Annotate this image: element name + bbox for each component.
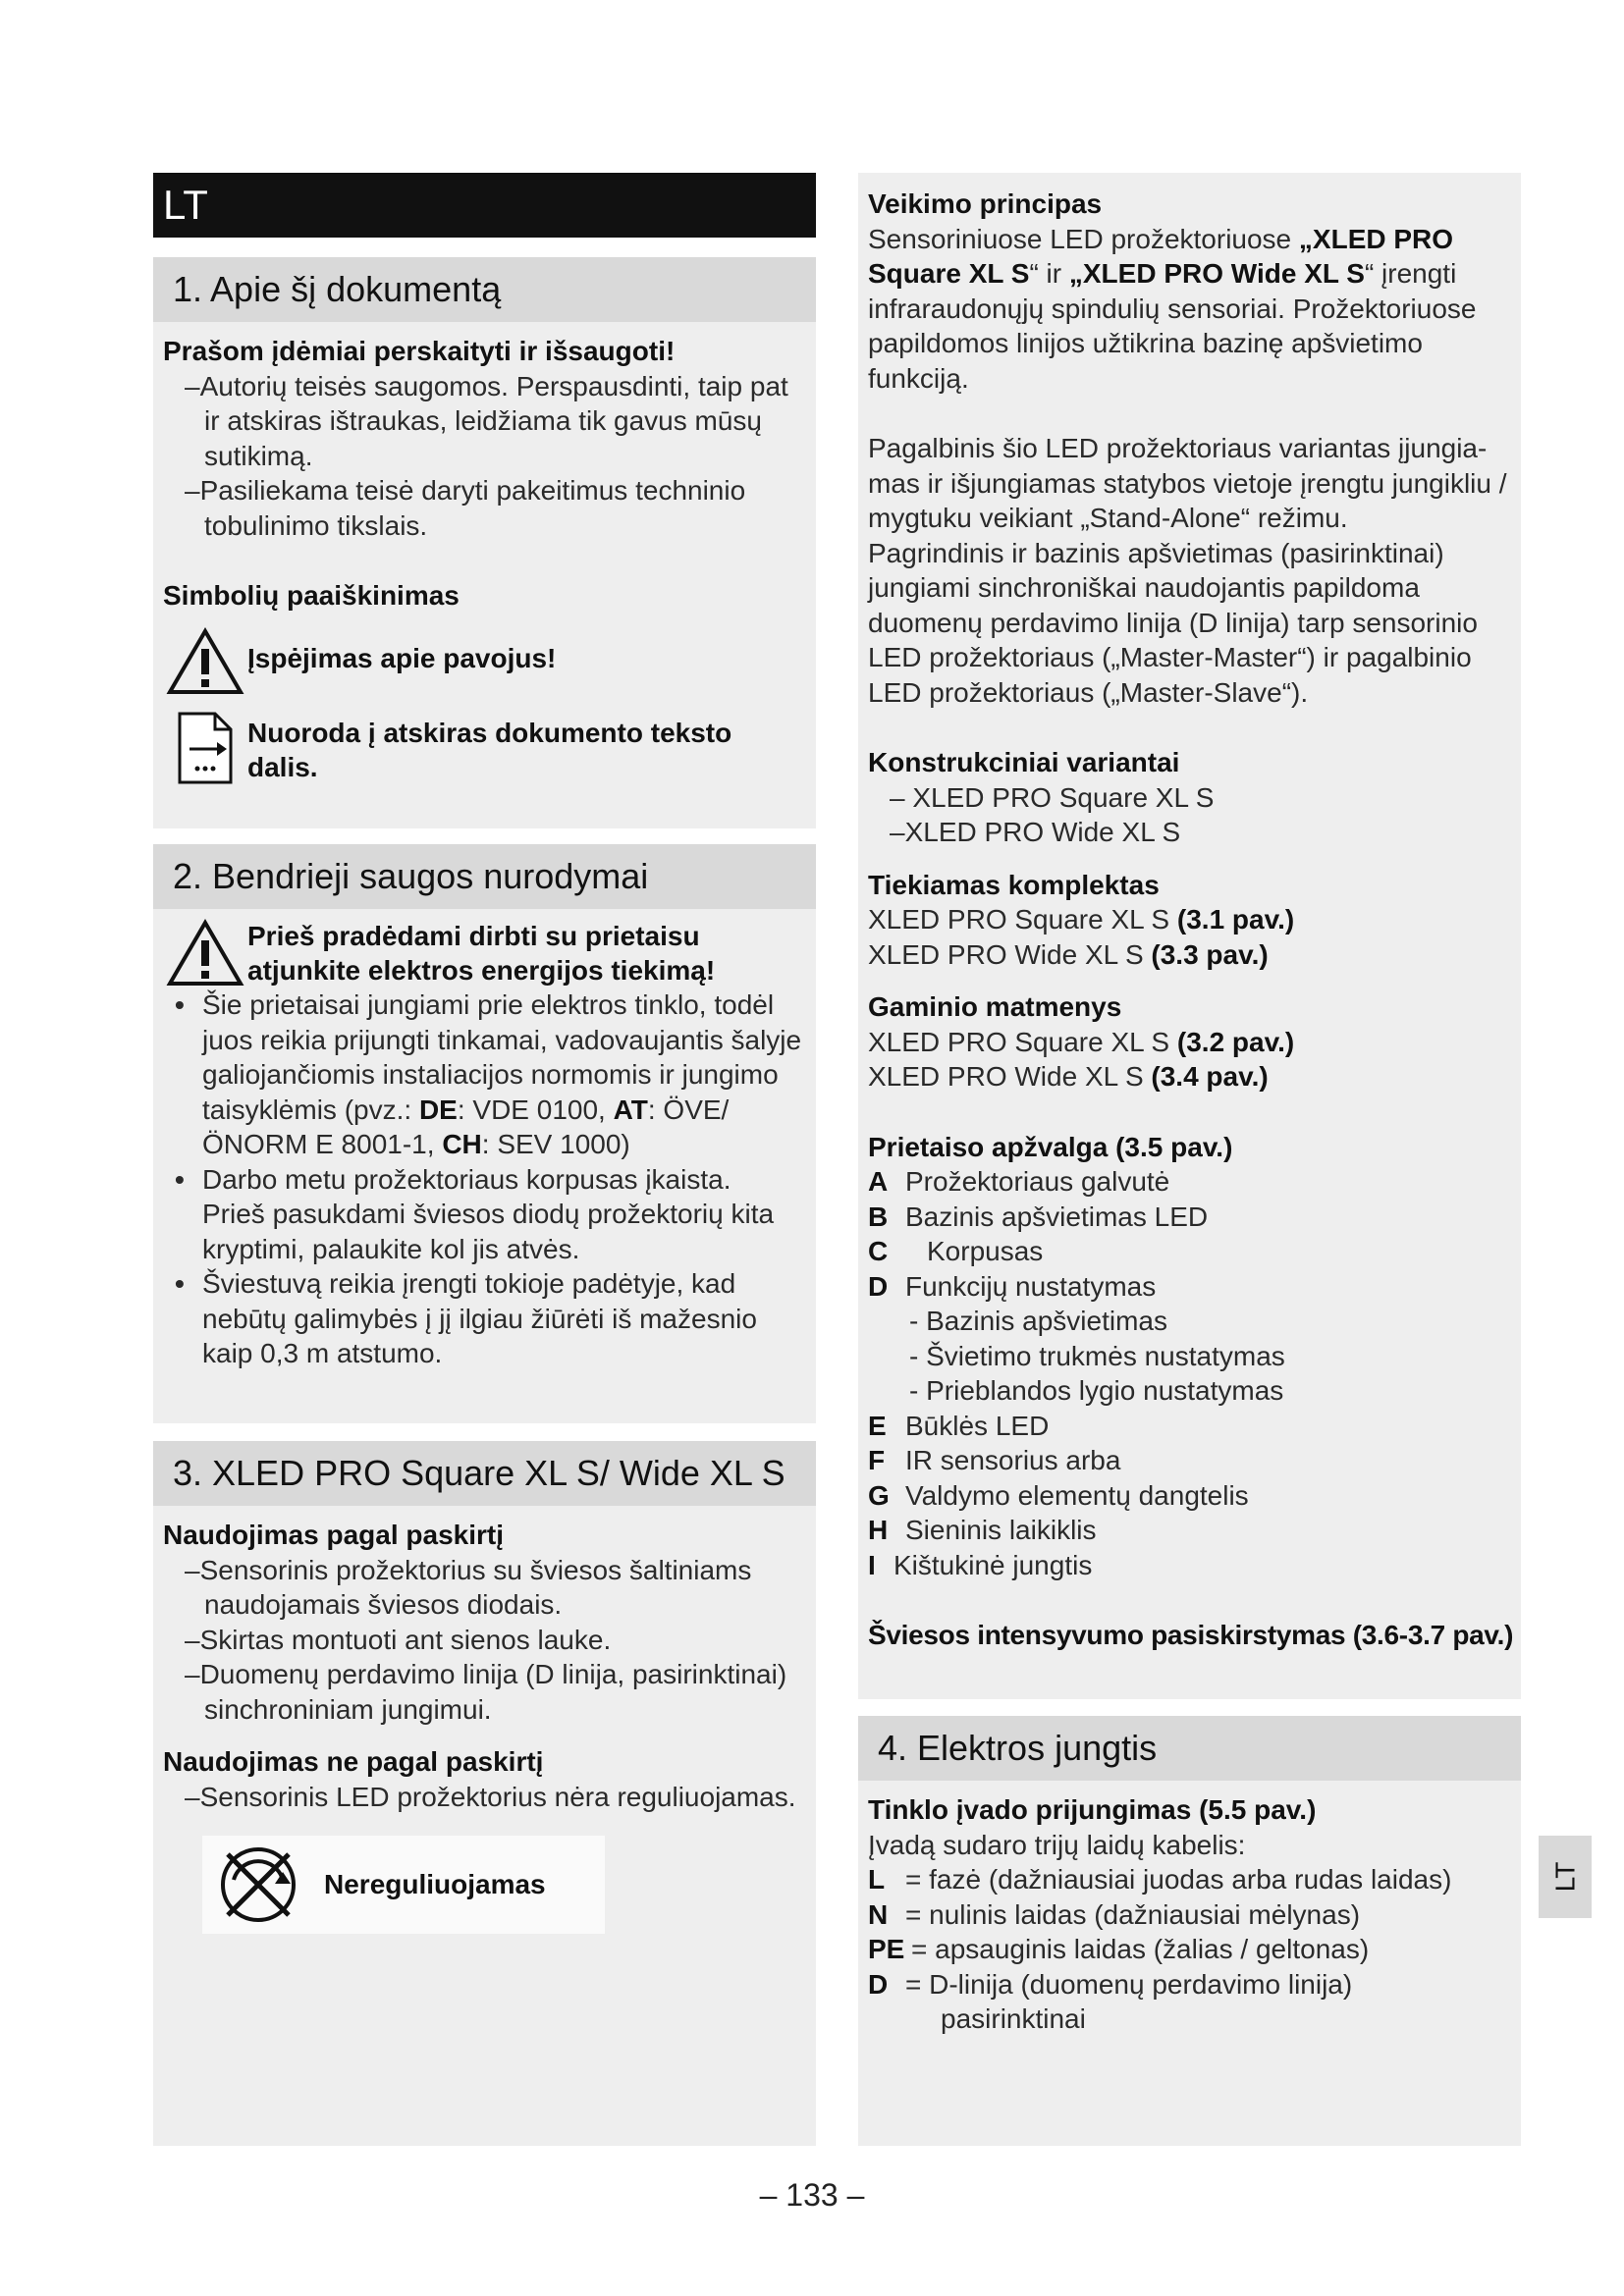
principle-p2-line-7: LED prožektoriaus („Master-Master“) ir pagalbinio [868,642,1472,672]
power-warning-line-2: atjunkite elektros energijos tiekimą! [247,955,716,986]
variant-2: –XLED PRO Wide XL S [890,817,1181,847]
dimensions-heading: Gaminio matmenys [868,991,1122,1022]
not-dimmable-icon [214,1841,302,1929]
warning-symbol-label: Įspėjimas apie pavojus! [247,642,557,673]
wire-n: N = nulinis laidas (dažniausiai mėlynas) [868,1898,1361,1930]
power-warning-row [163,919,806,988]
reference-symbol-row [163,710,806,786]
misuse-heading: Naudojimas ne pagal paskirtį [163,1746,544,1777]
principle-p2-line-8: LED prožektoriaus („Master-Slave“). [868,676,1309,708]
intended-use-line-2: naudojamais šviesos diodais. [204,1589,563,1620]
section-3-panel [153,1441,816,2146]
principle-line-1: Sensoriniuose LED prožektoriuose „XLED PRO [868,223,1454,254]
principle-p2-line-6: duomenų perdavimo linija (D linija) tarp sensorinio [868,607,1478,638]
warning-triangle-icon [163,919,247,988]
not-dimmable-box [202,1836,605,1934]
overview-item-c: C Korpusas [868,1236,1044,1266]
side-language-tab: LT [1539,1836,1592,1918]
principle-line-3: infraraudonųjų spindulių sensoriai. Prožektoriuose [868,293,1477,324]
principle-p2-line-2: mas ir išjungiamas statybos vietoje įrengtu jungikliu / [868,467,1507,499]
section-4-panel [858,1716,1521,2146]
principle-p2-line-5: jungiami sinchroniškai naudojantis papildoma [868,572,1420,603]
safety-bullet-3: • Šviestuvą reikia įrengti tokioje padėtyje, kad nebūtų galimybės į jį ilgiau žiūrėti iš mažesnio kaip 0,3 m atstumo. [163,1266,806,1371]
overview-item-e: E Būklės LED [868,1410,1050,1441]
reference-symbol-label-1: Nuoroda į atskiras dokumento teksto [247,717,732,748]
overview-item-a: A Prožektoriaus galvutė [868,1166,1170,1197]
overview-item-g: G Valdymo elementų dangtelis [868,1479,1249,1511]
wire-pe: PE = apsauginis laidas (žalias / geltonas) [868,1934,1370,1964]
principle-heading: Veikimo principas [868,188,1103,219]
intended-use-line-1: –Sensorinis prožektorius su šviesos šaltiniams [185,1554,752,1585]
wire-d: D = D-linija (duomenų perdavimo linija) [868,1968,1353,2000]
copyright-line-3: sutikimą. [204,440,313,471]
warning-symbol-row [163,627,806,696]
delivery-item-2: XLED PRO Wide XL S (3.3 pav.) [868,938,1269,970]
overview-d-sub-3: - Prieblandos lygio nustatymas [909,1375,1284,1406]
overview-item-b: B Bazinis apšvietimas LED [868,1201,1209,1232]
variants-heading: Konstrukciniai variantai [868,747,1180,777]
overview-d-sub-2: - Švietimo trukmės nustatymas [909,1340,1285,1371]
section-2-title: 2. Bendrieji saugos nurodymai [153,844,816,909]
principle-p2-line-3: mygtuku veikiant „Stand-Alone“ režimu. [868,503,1348,533]
delivery-item-1: XLED PRO Square XL S (3.1 pav.) [868,904,1295,934]
overview-item-i: I Kištukinė jungtis [868,1549,1093,1580]
section-3-title: 3. XLED PRO Square XL S/ Wide XL S [153,1441,816,1506]
wire-d-note: pasirinktinai [941,2003,1086,2034]
reference-symbol-label-2: dalis. [247,751,318,782]
not-dimmable-label: Nereguliuojamas [324,1869,546,1899]
intended-use-line-5: sinchroniniam jungimui. [204,1693,492,1725]
dimensions-item-2: XLED PRO Wide XL S (3.4 pav.) [868,1061,1269,1092]
dimensions-item-1: XLED PRO Square XL S (3.2 pav.) [868,1026,1295,1057]
section-4-title: 4. Elektros jungtis [858,1716,1521,1781]
copyright-line-1: –Autorių teisės saugomos. Perspausdinti, taip pat [185,370,788,401]
power-warning-line-1: Prieš pradėdami dirbti su prietaisu [247,921,700,951]
symbols-heading: Simbolių paaiškinimas [163,580,460,611]
copyright-line-2: ir atskiras ištraukas, leidžiama tik gavus mūsų [204,405,762,436]
principle-line-4: papildomos linijos užtikrina bazinę apšvietimo [868,328,1423,358]
warning-triangle-icon [163,627,247,696]
read-carefully-heading: Prašom įdėmiai perskaityti ir išsaugoti! [163,336,676,366]
intended-use-heading: Naudojimas pagal paskirtį [163,1520,504,1550]
cable-intro: Įvadą sudaro trijų laidų kabelis: [868,1829,1246,1860]
principle-line-5: funkciją. [868,362,969,394]
overview-item-h: H Sieninis laikiklis [868,1515,1097,1545]
section-2-panel [153,844,816,1423]
safety-bullet-2: • Darbo metu prožektoriaus korpusas įkaista. Prieš pasukdami šviesos diodų prožektorių kita kryptimi, palaukite kol jis atvės. [163,1162,806,1267]
document-reference-icon [163,710,247,786]
section-1-panel [153,257,816,828]
page-number: – 133 – [759,2177,865,2213]
intensity-heading: Šviesos intensyvumo pasiskirstymas (3.6-3.7 pav.) [868,1620,1514,1650]
right-info-panel [858,173,1521,1699]
overview-heading: Prietaiso apžvalga (3.5 pav.) [868,1131,1233,1162]
overview-item-f: F IR sensorius arba [868,1445,1121,1475]
overview-d-sub-1: - Bazinis apšvietimas [909,1306,1167,1336]
changes-line-1: –Pasiliekama teisė daryti pakeitimus techninio [185,475,746,506]
intended-use-line-3: –Skirtas montuoti ant sienos lauke. [185,1624,612,1655]
variant-1: – XLED PRO Square XL S [890,781,1215,813]
changes-line-2: tobulinimo tikslais. [204,509,428,541]
language-header: LT [153,173,816,238]
intended-use-line-4: –Duomenų perdavimo linija (D linija, pasirinktinai) [185,1659,787,1689]
principle-p2-line-1: Pagalbinis šio LED prožektoriaus variantas įjungia- [868,433,1488,463]
mains-connection-heading: Tinklo įvado prijungimas (5.5 pav.) [868,1794,1317,1825]
section-1-title: 1. Apie šį dokumentą [153,257,816,322]
principle-line-2: Square XL S“ ir „XLED PRO Wide XL S“ įrengti [868,258,1457,289]
wire-l: L = fazė (dažniausiai juodas arba rudas laidas) [868,1864,1452,1895]
principle-p2-line-4: Pagrindinis ir bazinis apšvietimas (pasirinktinai) [868,537,1444,568]
misuse-line-1: –Sensorinis LED prožektorius nėra reguliuojamas. [185,1781,796,1812]
delivery-heading: Tiekiamas komplektas [868,869,1160,900]
safety-bullet-1: • Šie prietaisai jungiami prie elektros tinklo, todėl juos reikia prijungti tinkamai, vadovaujantis šalyje galiojančiomis instaliacijos normomis ir jungimo taisyklėmis (pvz.: DE: VDE 0100, AT: ÖVE/ ÖNORM E 8001-1, CH: SEV 1000) [163,988,806,1162]
overview-item-d: D Funkcijų nustatymas [868,1270,1157,1302]
